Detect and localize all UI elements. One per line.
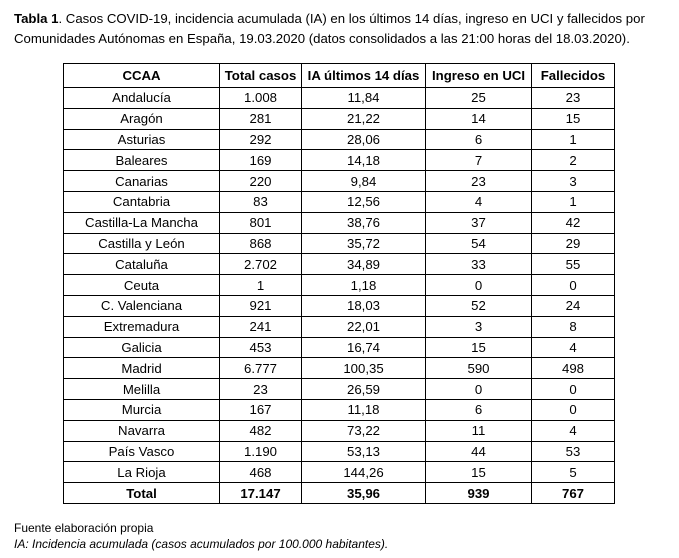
cell-ccaa: La Rioja xyxy=(64,462,220,483)
header-ia-14-dias: IA últimos 14 días xyxy=(302,64,426,88)
footer-source: Fuente elaboración propia xyxy=(14,521,154,535)
table-caption xyxy=(14,9,674,49)
cell-ingreso-uci: 7 xyxy=(426,150,532,171)
table-row xyxy=(64,337,615,358)
cell-ccaa: Castilla y León xyxy=(64,233,220,254)
cell-fallecidos: 4 xyxy=(532,337,615,358)
cell-ccaa: Extremadura xyxy=(64,316,220,337)
table-row xyxy=(64,171,615,192)
table-row xyxy=(64,212,615,233)
table-row xyxy=(64,254,615,275)
cell-ccaa: Canarias xyxy=(64,171,220,192)
cell-ccaa: Galicia xyxy=(64,337,220,358)
cell-ia-14-dias: 18,03 xyxy=(302,295,426,316)
total-row xyxy=(64,483,615,504)
cell-ccaa: Baleares xyxy=(64,150,220,171)
total-cell-ingreso-uci: 939 xyxy=(426,483,532,504)
cell-total-casos: 169 xyxy=(220,150,302,171)
cell-fallecidos: 2 xyxy=(532,150,615,171)
cell-ingreso-uci: 15 xyxy=(426,462,532,483)
total-cell-ia-14-dias: 35,96 xyxy=(302,483,426,504)
cell-ia-14-dias: 38,76 xyxy=(302,212,426,233)
footer-note: IA: Incidencia acumulada (casos acumulados por 100.000 habitantes). xyxy=(14,537,389,551)
table-row xyxy=(64,108,615,129)
table-row xyxy=(64,129,615,150)
cell-ia-14-dias: 16,74 xyxy=(302,337,426,358)
cell-fallecidos: 24 xyxy=(532,295,615,316)
cell-ccaa: Aragón xyxy=(64,108,220,129)
cell-ia-14-dias: 9,84 xyxy=(302,171,426,192)
cell-ccaa: Asturias xyxy=(64,129,220,150)
cell-ccaa: Cataluña xyxy=(64,254,220,275)
table-row xyxy=(64,295,615,316)
cell-total-casos: 1.190 xyxy=(220,441,302,462)
cell-fallecidos: 23 xyxy=(532,88,615,109)
cell-total-casos: 241 xyxy=(220,316,302,337)
cell-ingreso-uci: 15 xyxy=(426,337,532,358)
cell-fallecidos: 5 xyxy=(532,462,615,483)
table-row xyxy=(64,462,615,483)
cell-fallecidos: 1 xyxy=(532,129,615,150)
table-row xyxy=(64,150,615,171)
cell-ia-14-dias: 11,18 xyxy=(302,399,426,420)
cell-fallecidos: 53 xyxy=(532,441,615,462)
cell-ia-14-dias: 73,22 xyxy=(302,420,426,441)
cell-fallecidos: 3 xyxy=(532,171,615,192)
cell-ia-14-dias: 35,72 xyxy=(302,233,426,254)
table-row xyxy=(64,441,615,462)
cell-fallecidos: 0 xyxy=(532,379,615,400)
table-row xyxy=(64,191,615,212)
cell-ia-14-dias: 12,56 xyxy=(302,191,426,212)
cell-ingreso-uci: 11 xyxy=(426,420,532,441)
cell-total-casos: 468 xyxy=(220,462,302,483)
total-cell-ccaa: Total xyxy=(64,483,220,504)
cell-fallecidos: 498 xyxy=(532,358,615,379)
cell-fallecidos: 29 xyxy=(532,233,615,254)
table-row xyxy=(64,275,615,296)
cell-total-casos: 6.777 xyxy=(220,358,302,379)
cell-fallecidos: 0 xyxy=(532,275,615,296)
cell-ingreso-uci: 3 xyxy=(426,316,532,337)
cell-ingreso-uci: 14 xyxy=(426,108,532,129)
cell-ia-14-dias: 28,06 xyxy=(302,129,426,150)
cell-ia-14-dias: 26,59 xyxy=(302,379,426,400)
cell-ccaa: Melilla xyxy=(64,379,220,400)
table-row xyxy=(64,316,615,337)
header-total-casos: Total casos xyxy=(220,64,302,88)
cell-ia-14-dias: 21,22 xyxy=(302,108,426,129)
caption-text: . Casos COVID-19, incidencia acumulada (IA) en los últimos 14 días, ingreso en UCI y fallecidos por Comunidades Autónomas en España, 19.03.2020 (datos consolidados a las 21:00 horas del 18.03.2020). xyxy=(14,11,645,46)
cell-total-casos: 921 xyxy=(220,295,302,316)
header-ingreso-uci: Ingreso en UCI xyxy=(426,64,532,88)
cell-ia-14-dias: 1,18 xyxy=(302,275,426,296)
cell-ccaa: Andalucía xyxy=(64,88,220,109)
table-row xyxy=(64,358,615,379)
cell-fallecidos: 0 xyxy=(532,399,615,420)
cell-ingreso-uci: 6 xyxy=(426,399,532,420)
cell-ia-14-dias: 22,01 xyxy=(302,316,426,337)
covid-table xyxy=(63,63,615,504)
table-row xyxy=(64,399,615,420)
cell-ingreso-uci: 54 xyxy=(426,233,532,254)
cell-ingreso-uci: 44 xyxy=(426,441,532,462)
cell-ia-14-dias: 34,89 xyxy=(302,254,426,275)
cell-total-casos: 801 xyxy=(220,212,302,233)
cell-ccaa: Ceuta xyxy=(64,275,220,296)
cell-fallecidos: 4 xyxy=(532,420,615,441)
cell-ingreso-uci: 52 xyxy=(426,295,532,316)
cell-ccaa: Castilla-La Mancha xyxy=(64,212,220,233)
table-row xyxy=(64,88,615,109)
table-body xyxy=(64,88,615,504)
cell-total-casos: 482 xyxy=(220,420,302,441)
cell-total-casos: 868 xyxy=(220,233,302,254)
cell-total-casos: 453 xyxy=(220,337,302,358)
table-row xyxy=(64,420,615,441)
cell-ccaa: Navarra xyxy=(64,420,220,441)
cell-fallecidos: 15 xyxy=(532,108,615,129)
cell-ingreso-uci: 33 xyxy=(426,254,532,275)
cell-total-casos: 23 xyxy=(220,379,302,400)
cell-ingreso-uci: 0 xyxy=(426,379,532,400)
cell-ccaa: Cantabria xyxy=(64,191,220,212)
cell-total-casos: 2.702 xyxy=(220,254,302,275)
cell-ingreso-uci: 37 xyxy=(426,212,532,233)
table-row xyxy=(64,379,615,400)
cell-total-casos: 281 xyxy=(220,108,302,129)
cell-ingreso-uci: 4 xyxy=(426,191,532,212)
total-cell-fallecidos: 767 xyxy=(532,483,615,504)
cell-fallecidos: 8 xyxy=(532,316,615,337)
cell-fallecidos: 55 xyxy=(532,254,615,275)
cell-ia-14-dias: 14,18 xyxy=(302,150,426,171)
cell-ia-14-dias: 100,35 xyxy=(302,358,426,379)
caption-label: Tabla 1 xyxy=(14,11,59,26)
cell-ingreso-uci: 23 xyxy=(426,171,532,192)
cell-ccaa: Madrid xyxy=(64,358,220,379)
cell-fallecidos: 1 xyxy=(532,191,615,212)
header-row xyxy=(64,64,615,88)
cell-ia-14-dias: 11,84 xyxy=(302,88,426,109)
table-row xyxy=(64,233,615,254)
cell-fallecidos: 42 xyxy=(532,212,615,233)
cell-ingreso-uci: 6 xyxy=(426,129,532,150)
cell-ingreso-uci: 590 xyxy=(426,358,532,379)
total-cell-total-casos: 17.147 xyxy=(220,483,302,504)
cell-ia-14-dias: 144,26 xyxy=(302,462,426,483)
cell-total-casos: 1 xyxy=(220,275,302,296)
cell-total-casos: 167 xyxy=(220,399,302,420)
cell-ccaa: País Vasco xyxy=(64,441,220,462)
cell-total-casos: 292 xyxy=(220,129,302,150)
header-ccaa: CCAA xyxy=(64,64,220,88)
cell-total-casos: 1.008 xyxy=(220,88,302,109)
cell-total-casos: 220 xyxy=(220,171,302,192)
cell-ingreso-uci: 0 xyxy=(426,275,532,296)
cell-ccaa: C. Valenciana xyxy=(64,295,220,316)
cell-ingreso-uci: 25 xyxy=(426,88,532,109)
cell-ia-14-dias: 53,13 xyxy=(302,441,426,462)
header-fallecidos: Fallecidos xyxy=(532,64,615,88)
cell-total-casos: 83 xyxy=(220,191,302,212)
cell-ccaa: Murcia xyxy=(64,399,220,420)
